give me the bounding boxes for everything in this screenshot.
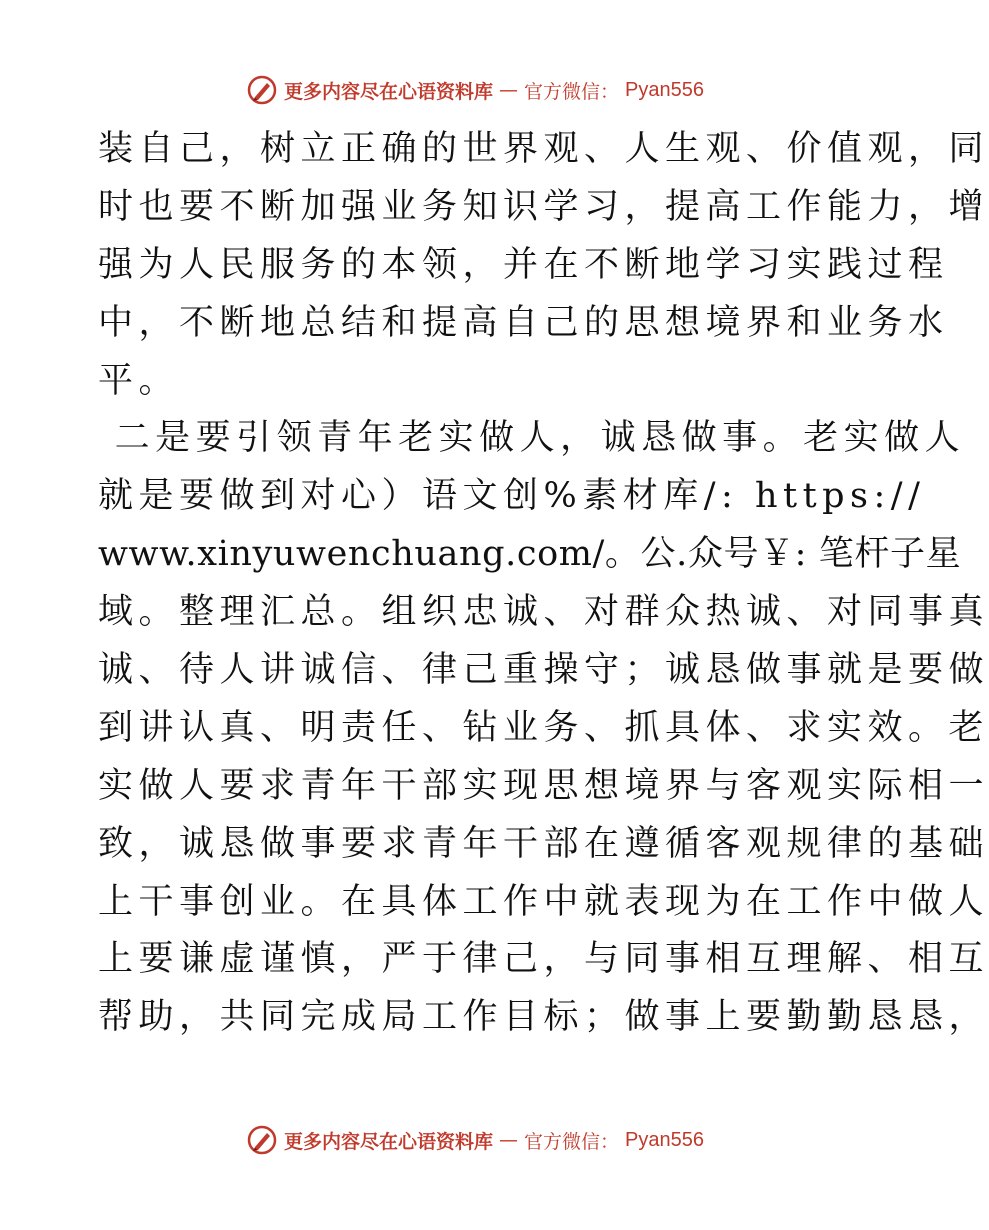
text-line: 上干事创业。在具体工作中就表现为在工作中做人 (98, 881, 989, 922)
header-banner (0, 72, 950, 108)
text-line: 就是要做到对心）语文创%素材库/: https:// (98, 476, 926, 517)
text-line: 强为人民服务的本领，并在不断地学习实践过程 (98, 244, 949, 285)
text-line: 诚、待人讲诚信、律己重操守；诚恳做事就是要做 (98, 650, 989, 691)
pen-logo-icon (246, 1124, 278, 1156)
footer-brand: 更多内容尽在心语资料库 (284, 1130, 494, 1153)
text-line: 帮助，共同完成局工作目标；做事上要勤勤恳恳， (98, 997, 989, 1038)
footer-separator: — (499, 1129, 519, 1151)
text-line: 平。 (98, 360, 180, 401)
text-line: 时也要不断加强业务知识学习，提高工作能力，增 (98, 186, 989, 227)
text-line: 中，不断地总结和提高自己的思想境界和业务水 (98, 302, 949, 343)
footer-official-label: 官方微信： (524, 1130, 620, 1153)
header-official-label: 官方微信： (524, 80, 620, 103)
text-line: 实做人要求青年干部实现思想境界与客观实际相一 (98, 765, 989, 806)
pen-logo-icon (246, 74, 278, 106)
header-brand: 更多内容尽在心语资料库 (284, 80, 494, 103)
footer-handle: Pyan556 (625, 1128, 704, 1151)
text-line: 到讲认真、明责任、钻业务、抓具体、求实效。老 (98, 707, 989, 748)
text-line: 装自己，树立正确的世界观、人生观、价值观，同 (98, 129, 989, 169)
text-line: 域。整理汇总。组织忠诚、对群众热诚、对同事真 (98, 592, 989, 633)
text-line: 上要谦虚谨慎，严于律己，与同事相互理解、相互 (98, 939, 989, 980)
footer-banner (0, 1122, 950, 1158)
body-text (98, 121, 989, 1047)
text-line: 致，诚恳做事要求青年干部在遵循客观规律的基础 (98, 823, 989, 864)
text-line: 二是要引领青年老实做人，诚恳做事。老实做人 (98, 418, 966, 459)
header-separator: — (499, 79, 519, 101)
header-handle: Pyan556 (625, 78, 704, 101)
text-line: www.xinyuwenchuang.com/。公.众号￥: 笔杆子星 (98, 534, 962, 575)
